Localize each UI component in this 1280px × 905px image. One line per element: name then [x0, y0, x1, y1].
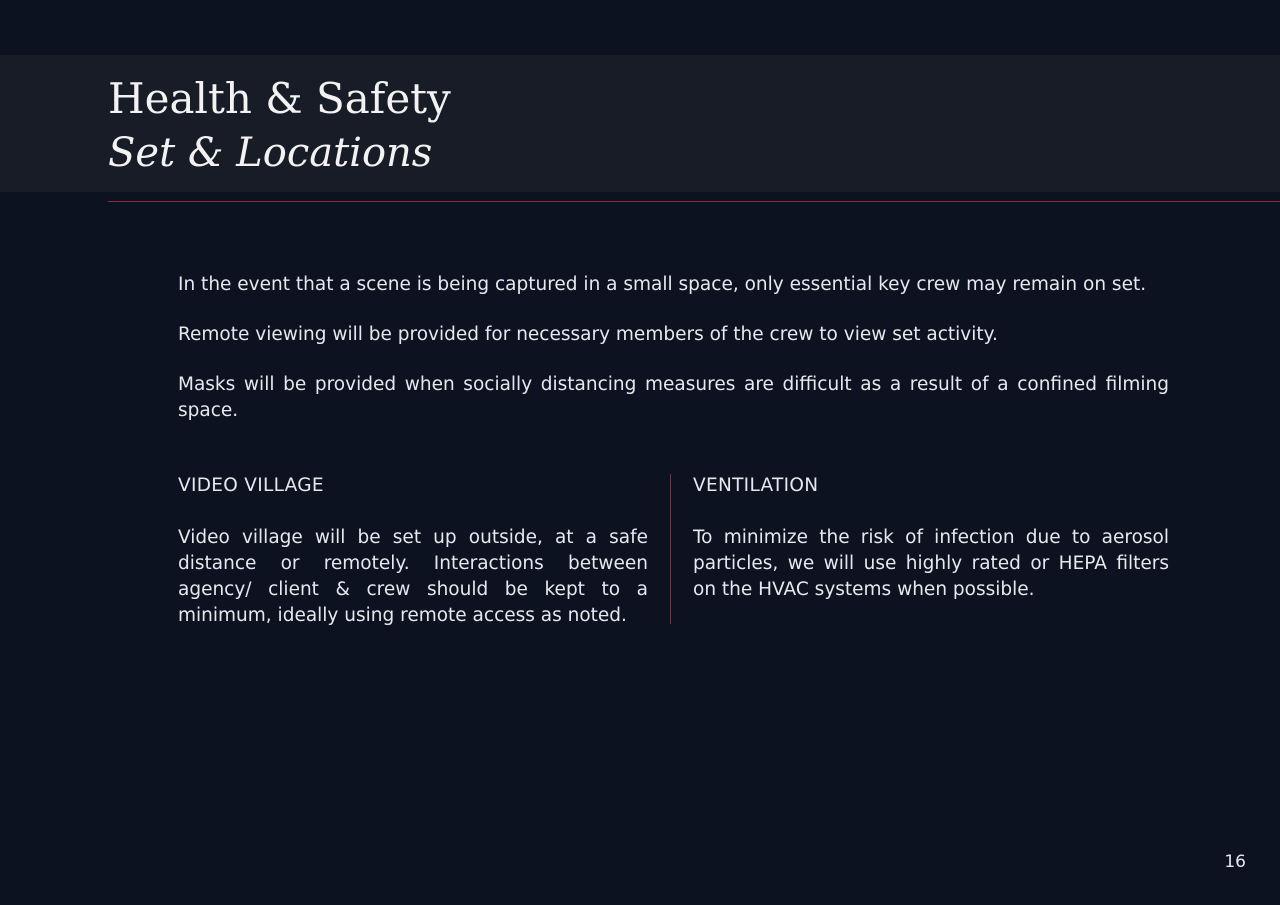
page-number: 16 — [1224, 852, 1246, 872]
intro-paragraph: In the event that a scene is being captured in a small space, only essential key crew may remain on set. — [178, 274, 1147, 295]
section-heading: VIDEO VILLAGE — [178, 475, 324, 496]
section-body: To minimize the risk of infection due to aerosol particles, we will use highly rated or HEPA filters on the HVAC systems when possible. — [693, 527, 1169, 600]
section-video-village — [178, 473, 648, 629]
page-title: Health & Safety — [108, 74, 451, 123]
header-divider — [108, 201, 1280, 202]
section-heading: VENTILATION — [693, 475, 819, 496]
column-divider — [670, 474, 671, 624]
intro-paragraph: Remote viewing will be provided for necessary members of the crew to view set activity. — [178, 324, 998, 345]
page-subtitle: Set & Locations — [108, 130, 433, 176]
intro-paragraph: Masks will be provided when socially distancing measures are difficult as a result of a confined filming space. — [178, 374, 1169, 421]
section-ventilation — [693, 473, 1169, 603]
section-body: Video village will be set up outside, at a safe distance or remotely. Interactions between agency/ client & crew should be kept to a minimum, ideally using remote access as noted. — [178, 527, 648, 626]
intro-text — [178, 272, 1169, 448]
